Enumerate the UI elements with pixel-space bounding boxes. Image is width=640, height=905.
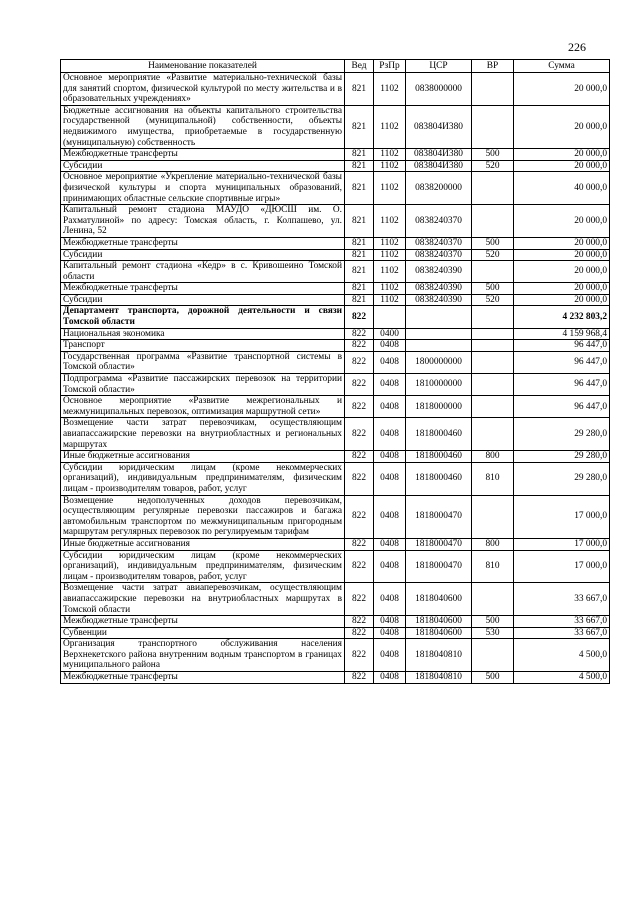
table-row [61,328,610,340]
cell-sum: 20 000,0 [514,294,610,306]
cell-name: Субсидии [61,160,345,172]
cell-csr: 0838240370 [406,249,472,261]
cell-name: Субсидии юридическим лицам (кроме некоммерческих организаций), индивидуальным предпринимателям, физическим лицам - производителям товаров, работ, услуг [61,550,345,583]
cell-vr [472,306,514,328]
cell-name: Возмещение части затрат авиаперевозчикам, осуществляющим авиапассажирские перевозки на внутриобластных маршрутах в Томской области [61,583,345,616]
cell-vr [472,495,514,538]
cell-name: Бюджетные ассигнования на объекты капитального строительства государственной (муниципальной) собственности, объекты недвижимого имущества, приобретаемые в государственную (муниципальную) собственность [61,105,345,148]
table-header-row [61,60,610,73]
cell-name: Субвенции [61,627,345,639]
cell-sum: 4 232 803,2 [514,306,610,328]
cell-ved: 821 [345,172,374,205]
table-row [61,351,610,373]
table-row [61,616,610,628]
cell-name: Капитальный ремонт стадиона «Кедр» в с. Кривошеино Томской области [61,261,345,283]
table-row [61,672,610,684]
cell-rzpr: 1102 [374,172,406,205]
header-sum: Сумма [514,60,610,73]
cell-sum: 96 447,0 [514,340,610,352]
table-row [61,396,610,418]
table-row [61,340,610,352]
cell-vr: 520 [472,249,514,261]
cell-name: Межбюджетные трансферты [61,283,345,295]
cell-ved: 821 [345,261,374,283]
table-row [61,261,610,283]
cell-sum: 96 447,0 [514,374,610,396]
cell-vr [472,374,514,396]
cell-sum: 20 000,0 [514,249,610,261]
cell-sum: 20 000,0 [514,283,610,295]
cell-rzpr: 0408 [374,495,406,538]
cell-csr: 1818000460 [406,418,472,451]
cell-ved: 822 [345,451,374,463]
cell-vr [472,340,514,352]
cell-rzpr: 1102 [374,160,406,172]
cell-vr [472,639,514,672]
cell-sum: 4 500,0 [514,672,610,684]
cell-rzpr: 0408 [374,451,406,463]
cell-vr: 520 [472,294,514,306]
cell-ved: 821 [345,294,374,306]
cell-ved: 821 [345,105,374,148]
table-row [61,451,610,463]
cell-ved: 822 [345,306,374,328]
cell-sum: 17 000,0 [514,495,610,538]
cell-csr [406,340,472,352]
cell-csr: 0838240370 [406,237,472,249]
cell-name: Иные бюджетные ассигнования [61,538,345,550]
cell-ved: 822 [345,627,374,639]
cell-ved: 822 [345,328,374,340]
cell-csr: 1818040810 [406,639,472,672]
cell-ved: 822 [345,396,374,418]
cell-vr: 520 [472,160,514,172]
cell-csr: 1818000460 [406,451,472,463]
cell-vr: 810 [472,550,514,583]
cell-ved: 821 [345,149,374,161]
table-row [61,306,610,328]
cell-rzpr: 1102 [374,237,406,249]
cell-name: Субсидии [61,249,345,261]
cell-vr: 530 [472,627,514,639]
cell-sum: 4 500,0 [514,639,610,672]
cell-ved: 822 [345,583,374,616]
cell-rzpr: 0408 [374,396,406,418]
page-number: 226 [568,40,586,54]
cell-ved: 822 [345,538,374,550]
cell-vr: 500 [472,616,514,628]
cell-csr: 0838240390 [406,261,472,283]
cell-csr: 1800000000 [406,351,472,373]
table-row [61,172,610,205]
cell-rzpr: 0408 [374,627,406,639]
table-row [61,294,610,306]
cell-vr: 800 [472,451,514,463]
cell-csr: 083804И380 [406,160,472,172]
header-vr: ВР [472,60,514,73]
cell-csr: 1818000470 [406,495,472,538]
cell-sum: 96 447,0 [514,351,610,373]
cell-vr [472,328,514,340]
cell-name: Подпрограмма «Развитие пассажирских перевозок на территории Томской области» [61,374,345,396]
cell-ved: 821 [345,205,374,238]
cell-ved: 822 [345,374,374,396]
cell-csr: 0838240370 [406,205,472,238]
table-row [61,149,610,161]
cell-ved: 822 [345,351,374,373]
cell-ved: 822 [345,639,374,672]
cell-name: Возмещение части затрат перевозчикам, осуществляющим авиапассажирские перевозки на внутриобластных и региональных маршрутах [61,418,345,451]
cell-vr [472,583,514,616]
cell-ved: 821 [345,237,374,249]
cell-rzpr: 0408 [374,351,406,373]
cell-vr [472,73,514,106]
cell-csr: 1818000460 [406,462,472,495]
cell-sum: 40 000,0 [514,172,610,205]
table-row [61,639,610,672]
table-row [61,627,610,639]
cell-csr: 1818040600 [406,616,472,628]
cell-sum: 20 000,0 [514,205,610,238]
cell-name: Организация транспортного обслуживания населения Верхнекетского района внутренним водным транспортом в границах муниципального района [61,639,345,672]
cell-vr [472,205,514,238]
cell-name: Иные бюджетные ассигнования [61,451,345,463]
cell-csr: 1818040600 [406,583,472,616]
cell-sum: 29 280,0 [514,451,610,463]
cell-sum: 96 447,0 [514,396,610,418]
cell-name: Государственная программа «Развитие транспортной системы в Томской области» [61,351,345,373]
cell-name: Основное мероприятие «Развитие материально-технической базы для занятий спортом, физической культурой по месту жительства и в образовательных учреждениях» [61,73,345,106]
cell-rzpr: 0408 [374,583,406,616]
cell-ved: 822 [345,495,374,538]
cell-ved: 821 [345,283,374,295]
budget-table [60,59,610,684]
cell-name: Субсидии [61,294,345,306]
cell-rzpr: 1102 [374,149,406,161]
cell-ved: 822 [345,550,374,583]
cell-sum: 29 280,0 [514,418,610,451]
cell-vr [472,351,514,373]
table-row [61,583,610,616]
cell-csr: 1818040600 [406,627,472,639]
cell-sum: 29 280,0 [514,462,610,495]
cell-rzpr: 0408 [374,340,406,352]
header-name: Наименование показателей [61,60,345,73]
cell-rzpr: 0408 [374,639,406,672]
cell-ved: 822 [345,616,374,628]
cell-csr [406,328,472,340]
cell-vr: 500 [472,283,514,295]
cell-vr: 800 [472,538,514,550]
cell-ved: 822 [345,340,374,352]
cell-name: Национальная экономика [61,328,345,340]
table-row [61,283,610,295]
table-row [61,160,610,172]
table-row [61,550,610,583]
cell-rzpr: 1102 [374,249,406,261]
cell-csr: 083804И380 [406,149,472,161]
table-row [61,495,610,538]
cell-csr [406,306,472,328]
cell-ved: 821 [345,249,374,261]
table-row [61,538,610,550]
cell-sum: 20 000,0 [514,105,610,148]
cell-name: Межбюджетные трансферты [61,616,345,628]
cell-csr: 1818000470 [406,550,472,583]
cell-ved: 822 [345,672,374,684]
cell-vr [472,105,514,148]
cell-csr: 1818000000 [406,396,472,418]
cell-rzpr: 0408 [374,616,406,628]
cell-vr [472,261,514,283]
cell-csr: 1818040810 [406,672,472,684]
cell-rzpr: 1102 [374,205,406,238]
cell-rzpr: 0408 [374,462,406,495]
cell-sum: 20 000,0 [514,149,610,161]
table-row [61,462,610,495]
cell-name: Основное мероприятие «Развитие межрегиональных и межмуниципальных перевозок, оптимизация маршрутной сети» [61,396,345,418]
cell-csr: 0838240390 [406,294,472,306]
cell-rzpr: 0408 [374,672,406,684]
cell-csr: 0838000000 [406,73,472,106]
cell-rzpr: 1102 [374,105,406,148]
cell-ved: 821 [345,160,374,172]
cell-rzpr: 0408 [374,418,406,451]
table-row [61,237,610,249]
cell-name: Основное мероприятие «Укрепление материально-технической базы физической культуры и спорта муниципальных образований, принимающих областные сельские спортивные игры» [61,172,345,205]
header-csr: ЦСР [406,60,472,73]
cell-sum: 20 000,0 [514,73,610,106]
cell-sum: 33 667,0 [514,616,610,628]
table-row [61,249,610,261]
cell-rzpr: 1102 [374,261,406,283]
table-row [61,374,610,396]
cell-vr [472,396,514,418]
cell-rzpr: 0408 [374,374,406,396]
cell-name: Возмещение недополученных доходов перевозчикам, осуществляющим регулярные перевозки пассажиров и багажа автомобильным транспортом по межмуниципальным пригородным маршрутам регулярных перевозок по регулируемым тарифам [61,495,345,538]
table-row [61,73,610,106]
header-ved: Вед [345,60,374,73]
table-row [61,105,610,148]
cell-name: Межбюджетные трансферты [61,149,345,161]
cell-name: Субсидии юридическим лицам (кроме некоммерческих организаций), индивидуальным предпринимателям, физическим лицам - производителям товаров, работ, услуг [61,462,345,495]
cell-csr: 083804И380 [406,105,472,148]
cell-ved: 822 [345,462,374,495]
cell-vr: 810 [472,462,514,495]
cell-ved: 822 [345,418,374,451]
cell-csr: 0838200000 [406,172,472,205]
cell-rzpr: 0408 [374,538,406,550]
cell-name: Капитальный ремонт стадиона МАУДО «ДЮСШ им. О. Рахматулиной» по адресу: Томская область, г. Колпашево, ул. Ленина, 52 [61,205,345,238]
table-row [61,205,610,238]
cell-ved: 821 [345,73,374,106]
cell-csr: 1818000470 [406,538,472,550]
cell-sum: 20 000,0 [514,237,610,249]
cell-name: Транспорт [61,340,345,352]
cell-name: Межбюджетные трансферты [61,237,345,249]
cell-sum: 20 000,0 [514,160,610,172]
cell-name: Департамент транспорта, дорожной деятельности и связи Томской области [61,306,345,328]
cell-sum: 20 000,0 [514,261,610,283]
cell-vr [472,418,514,451]
cell-rzpr: 0400 [374,328,406,340]
cell-rzpr: 0408 [374,550,406,583]
cell-vr [472,172,514,205]
cell-rzpr: 1102 [374,283,406,295]
table-body [61,73,610,684]
cell-rzpr: 1102 [374,73,406,106]
header-rzpr: РзПр [374,60,406,73]
cell-csr: 1810000000 [406,374,472,396]
cell-rzpr: 1102 [374,294,406,306]
cell-vr: 500 [472,237,514,249]
cell-sum: 33 667,0 [514,627,610,639]
cell-vr: 500 [472,149,514,161]
cell-vr: 500 [472,672,514,684]
cell-sum: 4 159 968,4 [514,328,610,340]
cell-sum: 17 000,0 [514,550,610,583]
cell-sum: 17 000,0 [514,538,610,550]
cell-rzpr [374,306,406,328]
cell-csr: 0838240390 [406,283,472,295]
table-row [61,418,610,451]
cell-name: Межбюджетные трансферты [61,672,345,684]
cell-sum: 33 667,0 [514,583,610,616]
